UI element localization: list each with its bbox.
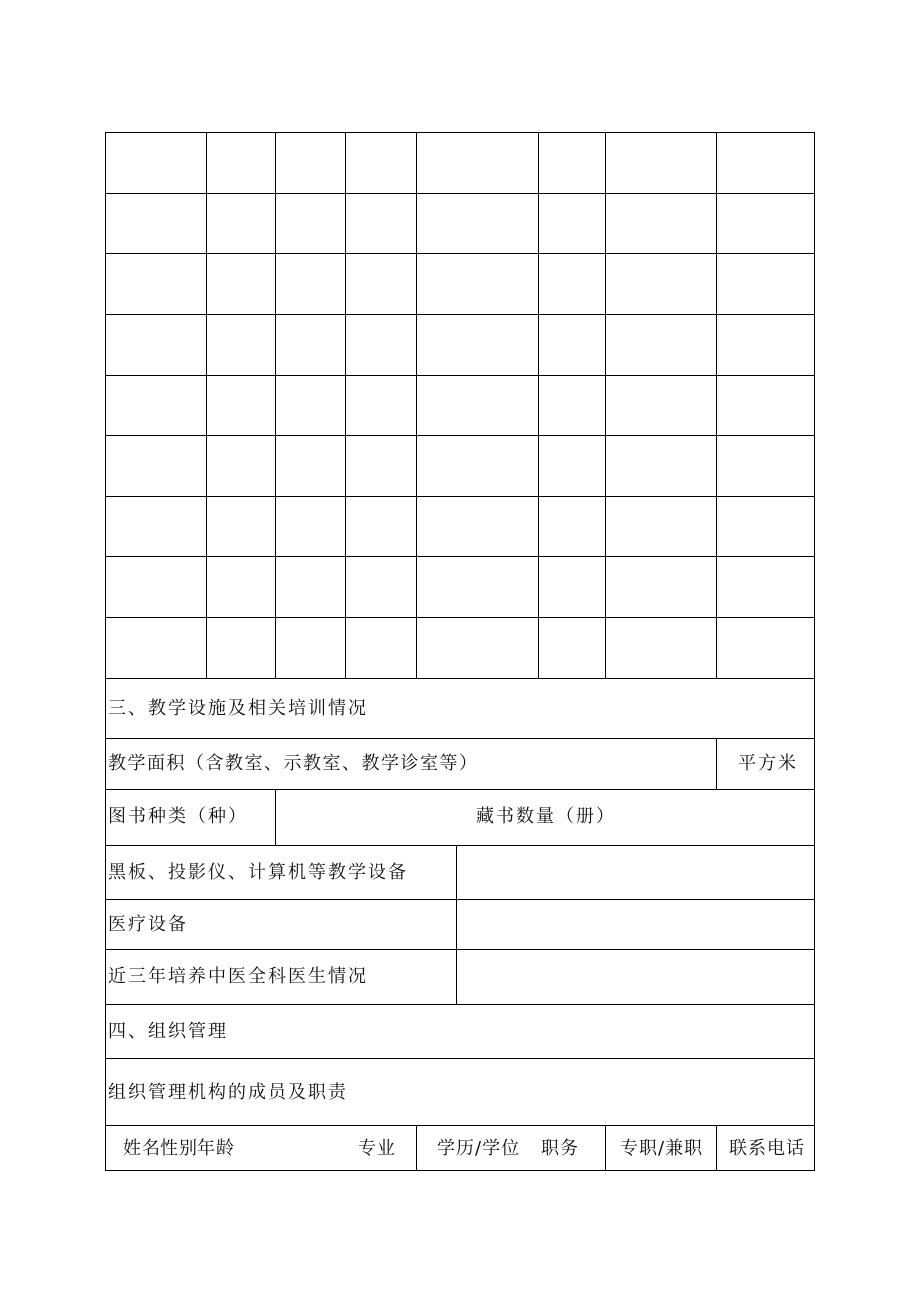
- row-line: [105, 789, 815, 790]
- grid-cell[interactable]: [207, 557, 275, 617]
- grid-cell[interactable]: [276, 254, 345, 314]
- grid-cell[interactable]: [106, 254, 206, 314]
- grid-cell[interactable]: [276, 497, 345, 556]
- grid-cell[interactable]: [717, 557, 814, 617]
- grid-cell[interactable]: [539, 376, 605, 435]
- medical-equipment-label: 医疗设备: [108, 914, 188, 935]
- grid-cell[interactable]: [539, 133, 605, 193]
- grid-cell[interactable]: [207, 497, 275, 556]
- grid-cell[interactable]: [606, 436, 716, 496]
- grid-cell[interactable]: [106, 376, 206, 435]
- section4-title: 四、组织管理: [108, 1021, 228, 1042]
- grid-cell[interactable]: [276, 133, 345, 193]
- grid-cell[interactable]: [346, 497, 416, 556]
- grid-cell[interactable]: [417, 133, 538, 193]
- grid-cell[interactable]: [276, 315, 345, 375]
- row-line: [105, 1125, 815, 1126]
- grid-cell[interactable]: [417, 315, 538, 375]
- grid-cell[interactable]: [606, 618, 716, 678]
- row-line: [105, 1058, 815, 1059]
- grid-cell[interactable]: [417, 376, 538, 435]
- grid-cell[interactable]: [606, 376, 716, 435]
- grid-cell[interactable]: [539, 497, 605, 556]
- grid-cell[interactable]: [346, 254, 416, 314]
- row-line: [105, 738, 815, 739]
- grid-cell[interactable]: [417, 557, 538, 617]
- grid-cell[interactable]: [207, 194, 275, 253]
- header-position: 职务: [541, 1138, 579, 1159]
- teaching-equipment-label: 黑板、投影仪、计算机等教学设备: [108, 862, 408, 883]
- grid-line: [105, 678, 815, 679]
- header-divider: [716, 1125, 717, 1171]
- grid-cell[interactable]: [346, 133, 416, 193]
- header-age: 年龄: [197, 1138, 235, 1159]
- grid-cell[interactable]: [717, 194, 814, 253]
- book-count-label: 藏书数量（册）: [476, 806, 616, 827]
- grid-cell[interactable]: [207, 618, 275, 678]
- row-divider: [716, 738, 717, 789]
- grid-cell[interactable]: [207, 315, 275, 375]
- table-bottom-border: [105, 1170, 815, 1171]
- grid-cell[interactable]: [606, 557, 716, 617]
- grid-cell[interactable]: [106, 436, 206, 496]
- grid-cell[interactable]: [717, 618, 814, 678]
- grid-cell[interactable]: [539, 618, 605, 678]
- grid-cell[interactable]: [606, 497, 716, 556]
- header-education: 学历/学位: [437, 1138, 521, 1159]
- grid-cell[interactable]: [346, 376, 416, 435]
- teaching-equipment-input[interactable]: [457, 846, 814, 899]
- grid-cell[interactable]: [207, 254, 275, 314]
- training-input[interactable]: [457, 950, 814, 1004]
- grid-cell[interactable]: [717, 133, 814, 193]
- header-fulltime: 专职/兼职: [620, 1138, 704, 1159]
- grid-cell[interactable]: [539, 254, 605, 314]
- grid-cell[interactable]: [276, 194, 345, 253]
- grid-cell[interactable]: [207, 436, 275, 496]
- header-phone: 联系电话: [729, 1138, 805, 1159]
- grid-cell[interactable]: [417, 618, 538, 678]
- grid-cell[interactable]: [207, 376, 275, 435]
- header-divider: [416, 1125, 417, 1171]
- row-divider: [275, 789, 276, 845]
- teaching-area-label: 教学面积（含教室、示教室、教学诊室等）: [108, 753, 479, 774]
- grid-cell[interactable]: [717, 436, 814, 496]
- grid-cell[interactable]: [346, 557, 416, 617]
- grid-cell[interactable]: [717, 315, 814, 375]
- grid-cell[interactable]: [346, 436, 416, 496]
- medical-equipment-input[interactable]: [457, 900, 814, 949]
- grid-cell[interactable]: [276, 376, 345, 435]
- grid-cell[interactable]: [606, 315, 716, 375]
- header-divider: [605, 1125, 606, 1171]
- grid-cell[interactable]: [207, 133, 275, 193]
- grid-cell[interactable]: [606, 254, 716, 314]
- grid-cell[interactable]: [106, 315, 206, 375]
- table-right-border: [814, 132, 815, 1171]
- grid-cell[interactable]: [539, 315, 605, 375]
- header-gender: 性别: [160, 1138, 198, 1159]
- row-line: [105, 1004, 815, 1005]
- grid-cell[interactable]: [717, 376, 814, 435]
- grid-cell[interactable]: [106, 194, 206, 253]
- grid-cell[interactable]: [717, 254, 814, 314]
- grid-cell[interactable]: [346, 315, 416, 375]
- grid-cell[interactable]: [539, 436, 605, 496]
- grid-cell[interactable]: [276, 436, 345, 496]
- grid-cell[interactable]: [606, 194, 716, 253]
- grid-cell[interactable]: [539, 194, 605, 253]
- grid-cell[interactable]: [417, 254, 538, 314]
- org-members-label: 组织管理机构的成员及职责: [108, 1082, 348, 1103]
- grid-cell[interactable]: [717, 497, 814, 556]
- grid-cell[interactable]: [276, 618, 345, 678]
- book-types-label: 图书种类（种）: [108, 806, 248, 827]
- grid-cell[interactable]: [417, 436, 538, 496]
- header-name: 姓名: [123, 1138, 161, 1159]
- header-major: 专业: [358, 1138, 396, 1159]
- grid-cell[interactable]: [606, 133, 716, 193]
- grid-cell[interactable]: [106, 497, 206, 556]
- grid-cell[interactable]: [106, 557, 206, 617]
- grid-cell[interactable]: [106, 618, 206, 678]
- section3-title: 三、教学设施及相关培训情况: [108, 698, 368, 719]
- training-label: 近三年培养中医全科医生情况: [108, 966, 368, 987]
- grid-cell[interactable]: [106, 133, 206, 193]
- grid-cell[interactable]: [276, 557, 345, 617]
- grid-cell[interactable]: [346, 618, 416, 678]
- grid-cell[interactable]: [346, 194, 416, 253]
- grid-cell[interactable]: [417, 497, 538, 556]
- grid-cell[interactable]: [417, 194, 538, 253]
- teaching-area-unit: 平方米: [738, 753, 798, 774]
- grid-cell[interactable]: [539, 557, 605, 617]
